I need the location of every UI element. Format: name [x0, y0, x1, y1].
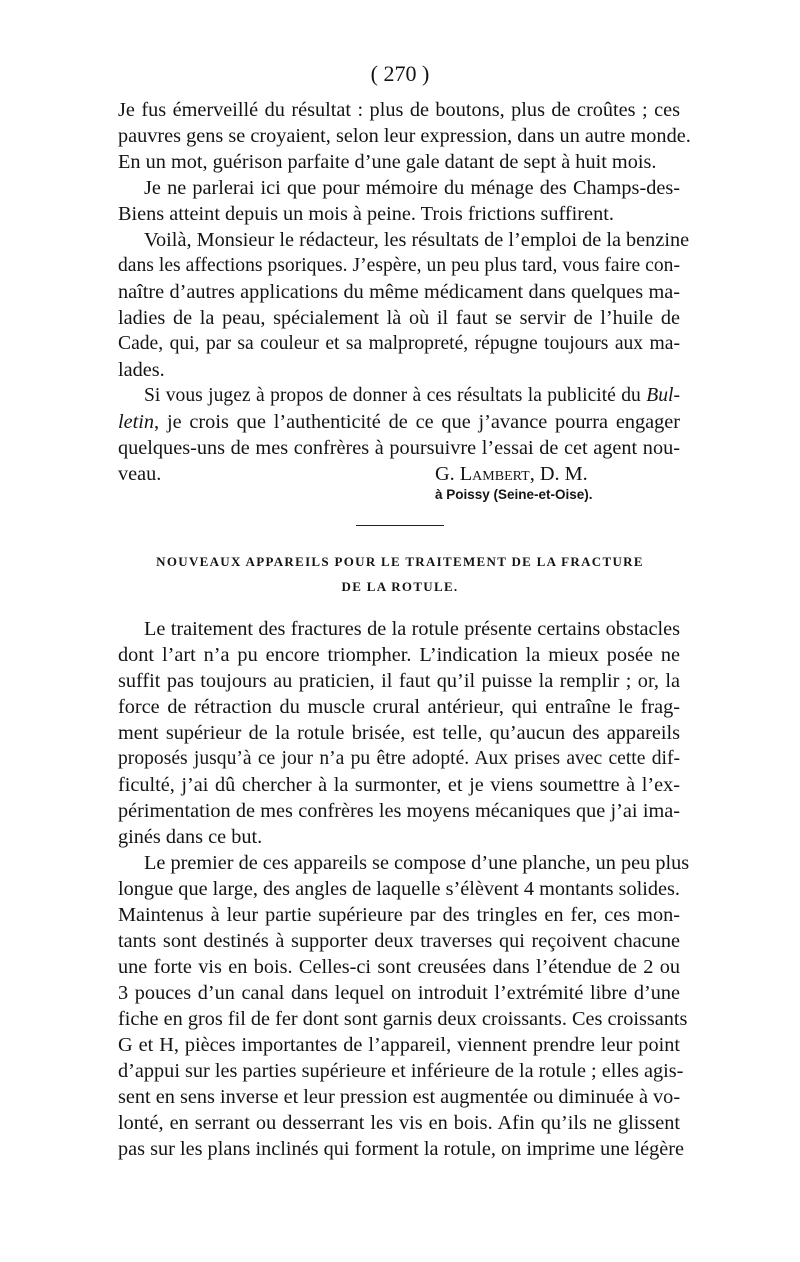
text-line: ginés dans ce but. — [118, 826, 263, 848]
text-line: ficulté, j’ai dû chercher à la surmonter, et je viens soumettre à l’ex- — [118, 774, 680, 796]
text-line: dont l’art n’a pu encore triompher. L’indication la mieux posée ne — [118, 644, 680, 666]
section-divider — [356, 525, 444, 526]
text-line: Biens atteint depuis un mois à peine. Trois frictions suffirent. — [118, 203, 614, 225]
text-line: suffit pas toujours au praticien, il faut qu’il puisse la remplir ; or, la — [118, 670, 680, 692]
text-line: ladies de la peau, spécialement là où il faut se servir de l’huile de — [118, 307, 680, 329]
text-line: tants sont destinés à supporter deux traverses qui reçoivent chacune — [118, 930, 680, 952]
text-line: En un mot, guérison parfaite d’une gale datant de sept à huit mois. — [118, 151, 657, 173]
text-line: pas sur les plans inclinés qui forment la rotule, on imprime une légère — [118, 1138, 685, 1160]
text-line: Voilà, Monsieur le rédacteur, les résultats de l’emploi de la benzine — [144, 229, 690, 251]
text-line: naître d’autres applications du même médicament dans quelques ma- — [118, 281, 680, 303]
text-line: lonté, en serrant ou desserrant les vis en bois. Afin qu’ils ne glissent — [118, 1112, 680, 1134]
text-line: 3 pouces d’un canal dans lequel on introduit l’extrémité libre d’une — [118, 982, 680, 1004]
italic-text: letin — [118, 411, 155, 433]
page-number: ( 270 ) — [370, 61, 430, 86]
text-line: force de rétraction du muscle crural antérieur, qui entraîne le frag- — [118, 696, 680, 718]
text-line: d’appui sur les parties supérieure et inférieure de la rotule ; elles agis- — [118, 1060, 684, 1082]
text-line: fiche en gros fil de fer dont sont garnis deux croissants. Ces croissants — [118, 1008, 688, 1030]
text-line — [144, 383, 680, 409]
section-heading: NOUVEAUX APPAREILS POUR LE TRAITEMENT DE LA FRACTURE — [156, 554, 644, 569]
text-line: Le traitement des fractures de la rotule présente certains obstacles — [144, 618, 680, 640]
text-line: proposés jusqu’à ce jour n’a pu être adopté. Aux prises avec cette dif- — [118, 748, 680, 769]
text-line: pauvres gens se croyaient, selon leur expression, dans un autre monde. — [118, 125, 691, 147]
text-line: sent en sens inverse et leur pression est augmentée ou diminuée à vo- — [118, 1086, 681, 1108]
text-line: ment supérieur de la rotule brisée, est telle, qu’aucun des appareils — [118, 722, 680, 744]
signature-surname: Lambert — [459, 463, 530, 485]
text-line: Le premier de ces appareils se compose d’une planche, un peu plus — [144, 852, 690, 874]
text-line — [118, 409, 680, 435]
text-line: une forte vis en bois. Celles-ci sont creusées dans l’étendue de 2 ou — [118, 956, 680, 978]
text-line: quelques-uns de mes confrères à poursuivre l’essai de cet agent nou- — [118, 437, 680, 459]
signature-initial: G. — [435, 463, 460, 485]
text-line: lades. — [118, 359, 165, 381]
signature-location: à Poissy (Seine-et-Oise). — [435, 487, 593, 502]
italic-text: Bul- — [646, 385, 680, 406]
text-line: G et H, pièces importantes de l’appareil, viennent prendre leur point — [118, 1034, 680, 1056]
text-run: , je crois que l’authenticité de ce que j’avance pourra engager — [154, 411, 680, 433]
text-line: Cade, qui, par sa couleur et sa malpropreté, répugne toujours aux ma- — [118, 333, 680, 354]
text-line: périmentation de mes confrères les moyens mécaniques que j’ai ima- — [118, 800, 680, 822]
text-line: Je fus émerveillé du résultat : plus de boutons, plus de croûtes ; ces — [118, 99, 680, 121]
text-run: Si vous jugez à propos de donner à ces résultats la publicité du — [144, 385, 647, 406]
text-line: veau. — [118, 463, 162, 485]
text-line: Maintenus à leur partie supérieure par des tringles en fer, ces mon- — [118, 904, 680, 926]
text-line: dans les affections psoriques. J’espère, un peu plus tard, vous faire con- — [118, 255, 680, 276]
text-line: Je ne parlerai ici que pour mémoire du ménage des Champs-des- — [144, 177, 680, 199]
signature-suffix: , D. M. — [529, 463, 588, 485]
text-line: longue que large, des angles de laquelle s’élèvent 4 montants solides. — [118, 878, 680, 900]
section-heading-continued: DE LA ROTULE. — [341, 579, 459, 594]
signature — [435, 461, 588, 487]
